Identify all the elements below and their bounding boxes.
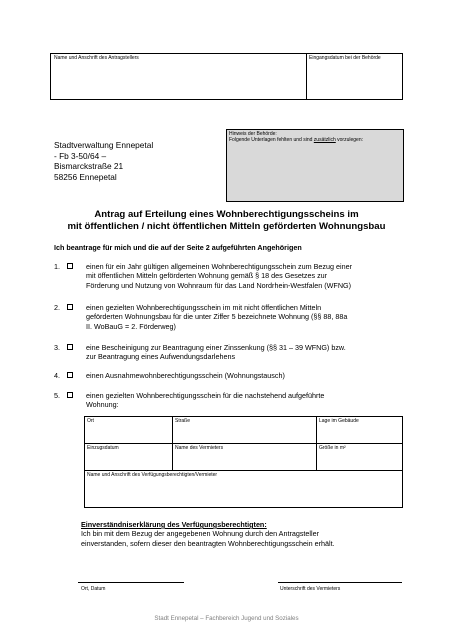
authority-department: - Fb 3-50/64 –	[54, 150, 107, 161]
table-row-divider	[84, 443, 403, 444]
table-row-divider	[84, 470, 403, 471]
form-title	[0, 209, 453, 233]
notice-text-underlined: zusätzlich	[313, 137, 336, 143]
item-3-text	[86, 343, 346, 362]
item-2-line: II. WoBauG = 2. Förderweg)	[86, 321, 176, 331]
item-4-line: einen Ausnahmewohnberechtigungsschein (Wohnungstausch)	[86, 371, 285, 380]
field-ort-label: Ort	[87, 418, 94, 424]
landlord-signature-label: Unterschrift des Vermieters	[280, 586, 341, 592]
item-5-text	[86, 391, 324, 410]
notice-heading: Hinweis der Behörde:	[229, 131, 277, 137]
place-date-line	[78, 582, 184, 583]
item-5-checkbox[interactable]	[67, 392, 73, 398]
field-groesse-label: Größe in m²	[319, 445, 346, 451]
place-date-label: Ort, Datum	[81, 586, 106, 592]
signature-line	[278, 582, 402, 583]
notice-text-post: vorzulegen:	[335, 137, 363, 143]
field-verfuegungsberechtigter-label: Name und Anschrift des Verfügungsberechtigten/Vermieter	[87, 472, 218, 478]
item-3-number: 3.	[54, 343, 60, 352]
item-3-line: zur Beantragung eines Aufwendungsdarlehens	[86, 352, 236, 362]
item-4-text	[86, 371, 285, 380]
item-1-checkbox[interactable]	[67, 263, 73, 269]
item-1-line: mit öffentlichen Mitteln geförderten Wohnung gemäß § 18 des Gesetzes zur	[86, 271, 328, 281]
consent-heading: Einverständniserklärung des Verfügungsberechtigten:	[81, 520, 267, 529]
field-vermieter-label: Name des Vermieters	[175, 445, 224, 451]
consent-section	[81, 520, 335, 548]
item-3-checkbox[interactable]	[67, 344, 73, 350]
table-col-divider	[316, 416, 317, 470]
form-title-line1: Antrag auf Erteilung eines Wohnberechtigungsscheins im	[94, 209, 359, 220]
field-einzugsdatum-label: Einzugsdatum	[87, 445, 119, 451]
item-4-checkbox[interactable]	[67, 372, 73, 378]
page-footer: Stadt Ennepetal – Fachbereich Jugend und Soziales	[154, 615, 299, 622]
item-3-line: eine Bescheinigung zur Beantragung einer Zinssenkung (§§ 31 – 39 WFNG) bzw.	[86, 343, 346, 352]
item-1-number: 1.	[54, 262, 60, 271]
item-2-number: 2.	[54, 303, 60, 312]
intro-text: Ich beantrage für mich und die auf der Seite 2 aufgeführten Angehörigen	[54, 243, 302, 252]
item-2-checkbox[interactable]	[67, 304, 73, 310]
table-col-divider	[172, 416, 173, 470]
item-5-line: einen gezielten Wohnberechtigungsschein für die nachstehend aufgeführte	[86, 391, 325, 400]
consent-line: einverstanden, sofern dieser den beantragten Wohnberechtigungsschein erhält.	[81, 538, 335, 548]
authority-name: Stadtverwaltung Ennepetal	[54, 140, 154, 150]
item-1-line: einen für ein Jahr gültigen allgemeinen Wohnberechtigungsschein zum Bezug einer	[86, 262, 352, 271]
field-strasse-label: Straße	[175, 418, 191, 424]
authority-city: 58256 Ennepetal	[54, 171, 117, 182]
item-5-line: Wohnung:	[86, 400, 119, 410]
received-date-label: Eingangsdatum bei der Behörde	[309, 55, 381, 61]
item-5-number: 5.	[54, 391, 60, 400]
item-2-text	[86, 303, 347, 331]
item-1-text	[86, 262, 352, 290]
form-title-line2: mit öffentlichen / nicht öffentlichen Mitteln geförderten Wohnungsbau	[67, 221, 386, 232]
dwelling-table	[84, 416, 403, 508]
item-2-line: geförderten Wohnungsbau für die unter Ziffer 5 bezeichnete Wohnung (§§ 88, 88a	[86, 312, 348, 322]
applicant-label: Name und Anschrift des Antragstellers	[54, 55, 139, 61]
item-2-line: einen gezielten Wohnberechtigungsschein im mit nicht öffentlichen Mitteln	[86, 303, 322, 312]
item-4-number: 4.	[54, 371, 60, 380]
applicant-box-divider	[306, 53, 307, 100]
item-1-line: Förderung und Nutzung von Wohnraum für das Land Nordrhein-Westfalen (WFNG)	[86, 280, 351, 290]
notice-text-pre: Folgende Unterlagen fehlten und sind	[229, 137, 314, 143]
authority-address	[54, 140, 153, 182]
notice-text	[229, 137, 363, 143]
authority-street: Bismarckstraße 21	[54, 161, 124, 171]
field-lage-label: Lage im Gebäude	[319, 418, 359, 424]
consent-line: Ich bin mit dem Bezug der angegebenen Wohnung durch den Antragsteller	[81, 529, 320, 539]
